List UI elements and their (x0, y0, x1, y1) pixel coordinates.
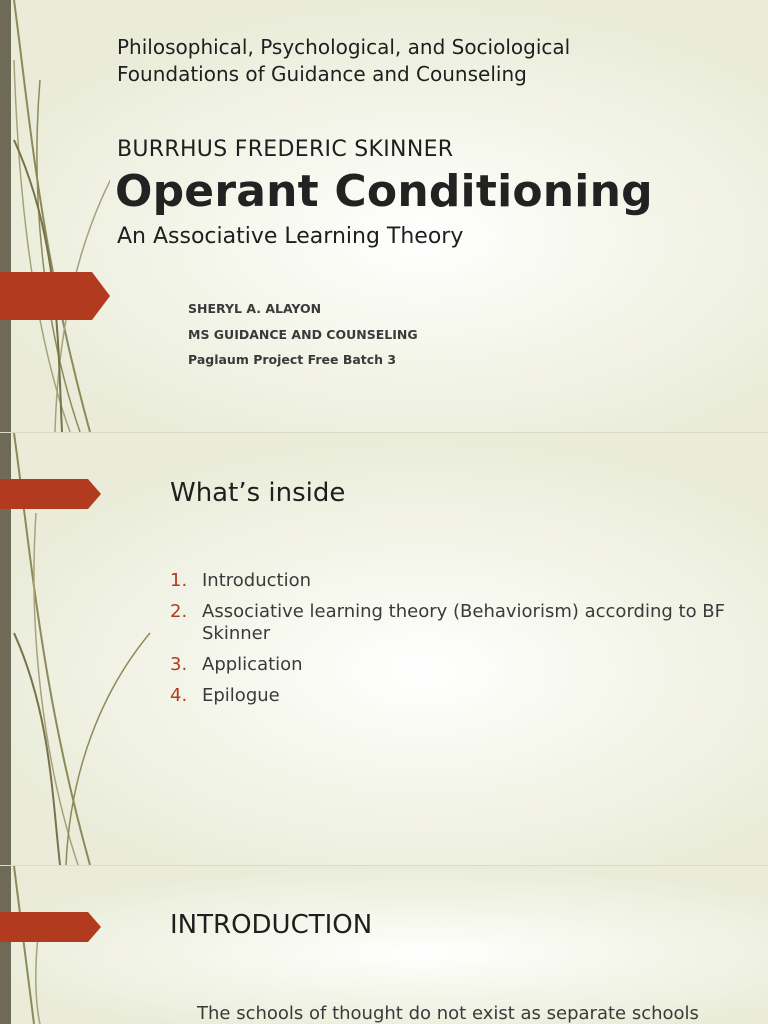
slide-heading: What’s inside (170, 478, 346, 508)
title-slide (0, 0, 768, 432)
list-number: 3. (170, 654, 188, 675)
author-name: SHERYL A. ALAYON (188, 301, 322, 316)
list-number: 2. (170, 601, 188, 622)
list-item (170, 685, 730, 707)
contents-slide (0, 433, 768, 865)
list-number: 4. (170, 685, 188, 706)
red-arrow-tab (0, 912, 101, 942)
list-item (170, 601, 730, 645)
author-block (188, 296, 418, 373)
list-text: Associative learning theory (Behaviorism) according to BF Skinner (202, 601, 726, 644)
list-item (170, 654, 730, 676)
list-item (170, 570, 730, 592)
red-arrow-tab (0, 479, 101, 509)
contents-list (170, 570, 730, 716)
course-title-line2: Foundations of Guidance and Counseling (117, 62, 527, 86)
list-text: Epilogue (202, 685, 280, 706)
slide-heading: INTRODUCTION (170, 910, 373, 940)
swirl-decoration (0, 866, 110, 1024)
course-title (117, 34, 737, 88)
list-number: 1. (170, 570, 188, 591)
author-program: MS GUIDANCE AND COUNSELING (188, 326, 418, 342)
theorist-name: BURRHUS FREDERIC SKINNER (117, 137, 454, 162)
list-text: Introduction (202, 570, 312, 591)
introduction-slide (0, 866, 768, 1024)
slide-title: Operant Conditioning (115, 166, 653, 217)
swirl-decoration (0, 0, 110, 432)
slide-subtitle: An Associative Learning Theory (117, 224, 464, 249)
author-batch: Paglaum Project Free Batch 3 (188, 352, 397, 367)
course-title-line1: Philosophical, Psychological, and Sociological (117, 35, 571, 59)
red-arrow-tab (0, 272, 110, 320)
list-text: Application (202, 654, 303, 675)
body-text: The schools of thought do not exist as separate schools (197, 1003, 699, 1024)
